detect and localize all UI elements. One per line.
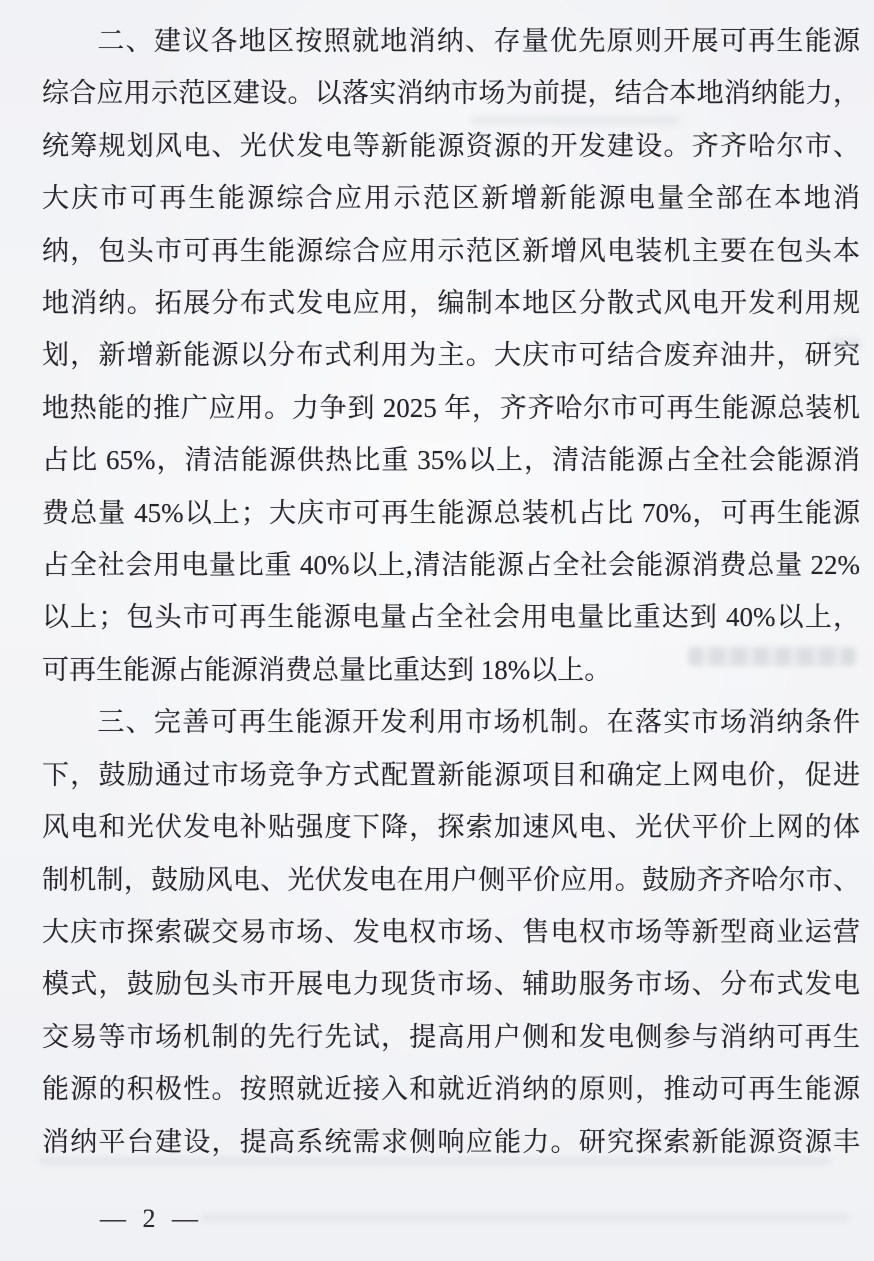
text-line-21: 能源的积极性。按照就近接入和就近消纳的原则，推动可再生能源 — [42, 1074, 860, 1105]
text-line-10: 费总量 45%以上；大庆市可再生能源总装机占比 70%，可再生能源 — [42, 497, 860, 528]
text-line-8: 地热能的推广应用。力争到 2025 年，齐齐哈尔市可再生能源总装机 — [42, 392, 860, 423]
text-line-16: 风电和光伏发电补贴强度下降，探索加速风电、光伏平价上网的体 — [42, 812, 860, 843]
page-number: — 2 — — [100, 1204, 203, 1233]
text-line-20: 交易等市场机制的先行先试，提高用户侧和发电侧参与消纳可再生 — [42, 1021, 860, 1052]
text-line-3: 统筹规划风电、光伏发电等新能源资源的开发建设。齐齐哈尔市、 — [42, 130, 860, 161]
text-line-5: 纳，包头市可再生能源综合应用示范区新增风电装机主要在包头本 — [42, 235, 860, 266]
text-line-11: 占全社会用电量比重 40%以上,清洁能源占全社会能源消费总量 22% — [42, 550, 860, 581]
text-line-18: 大庆市探索碳交易市场、发电权市场、售电权市场等新型商业运营 — [42, 916, 860, 947]
text-line-9: 占比 65%，清洁能源供热比重 35%以上，清洁能源占全社会能源消 — [42, 445, 860, 476]
text-line-19: 模式，鼓励包头市开展电力现货市场、辅助服务市场、分布式发电 — [42, 969, 860, 1000]
text-line-12: 以上；包头市可再生能源电量占全社会用电量比重达到 40%以上， — [42, 602, 860, 633]
text-line-15: 下，鼓励通过市场竞争方式配置新能源项目和确定上网电价，促进 — [42, 759, 860, 790]
scan-smudge-bottom — [200, 1213, 850, 1222]
text-line-17: 制机制，鼓励风电、光伏发电在用户侧平价应用。鼓励齐齐哈尔市、 — [42, 864, 860, 895]
text-line-14: 三、完善可再生能源开发利用市场机制。在落实市场消纳条件 — [97, 707, 860, 738]
text-line-2: 综合应用示范区建设。以落实消纳市场为前提，结合本地消纳能力， — [42, 78, 860, 109]
text-line-22: 消纳平台建设，提高系统需求侧响应能力。研究探索新能源资源丰 — [42, 1126, 860, 1157]
text-line-4: 大庆市可再生能源综合应用示范区新增新能源电量全部在本地消 — [42, 183, 860, 214]
text-line-1: 二、建议各地区按照就地消纳、存量优先原则开展可再生能源 — [97, 26, 860, 56]
text-line-13: 可再生能源占能源消费总量比重达到 18%以上。 — [42, 654, 612, 685]
text-line-6: 地消纳。拓展分布式发电应用，编制本地区分散式风电开发利用规 — [42, 288, 860, 319]
text-line-7: 划，新增新能源以分布式利用为主。大庆市可结合废弃油井，研究 — [42, 340, 860, 371]
